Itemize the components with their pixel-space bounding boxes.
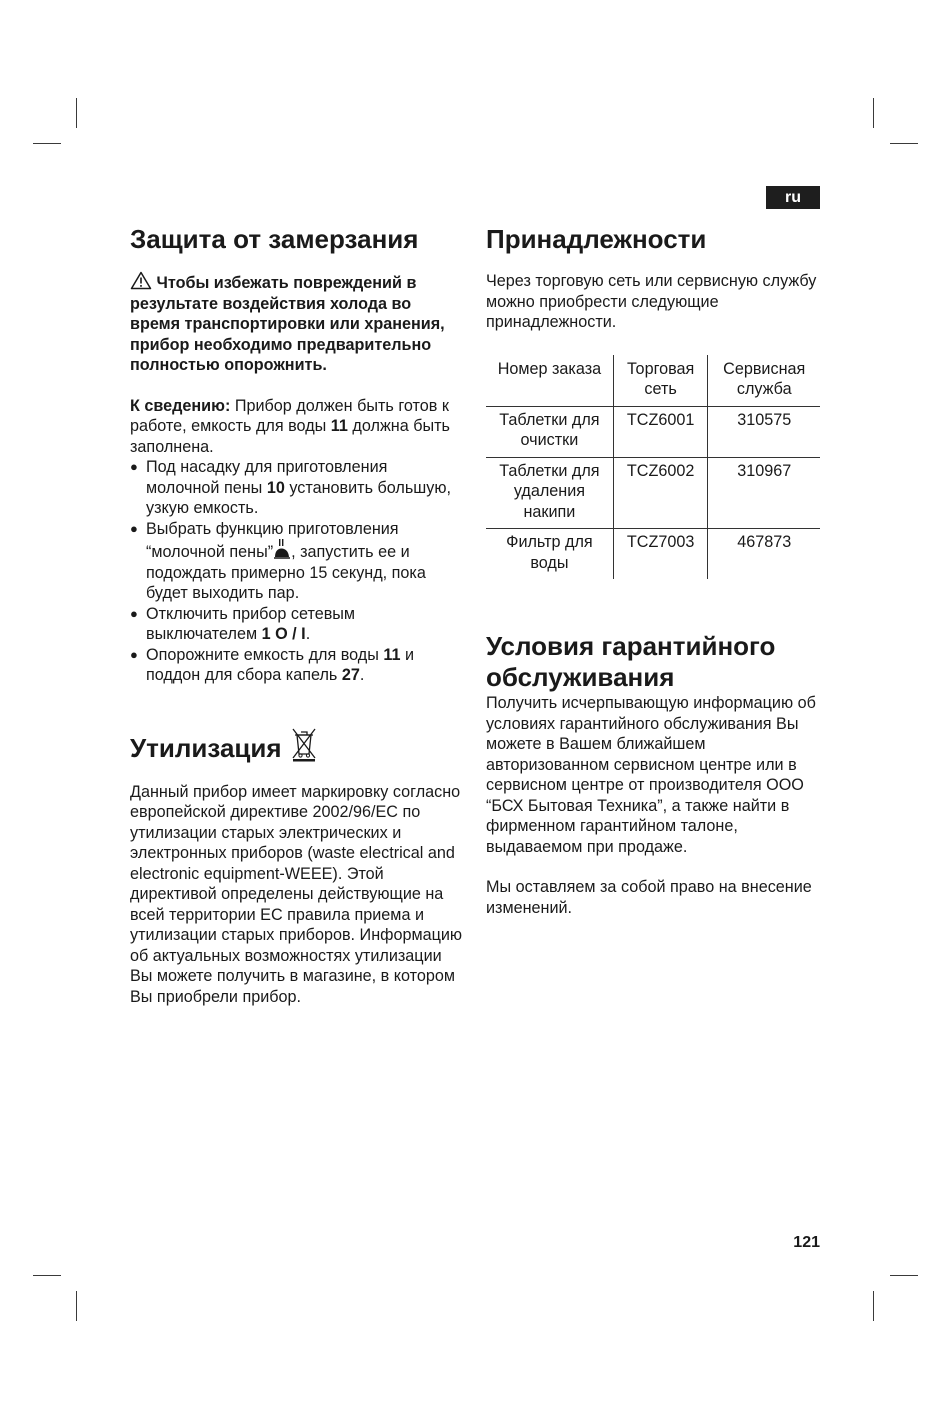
- step-text: Под насадку для приготовления молочной пены: [146, 458, 388, 497]
- table-cell: Таблетки для очистки: [499, 410, 600, 449]
- note-text: должна быть заполнена.: [130, 417, 450, 456]
- note-label: К сведению:: [130, 396, 231, 415]
- column-header: Номер заказа: [497, 359, 602, 378]
- disposal-heading-text: Утилизация: [130, 732, 282, 763]
- frost-warning: [130, 271, 465, 376]
- crop-mark: [33, 143, 61, 144]
- crossed-bin-icon: [290, 726, 318, 762]
- table-cell: TCZ6001: [613, 406, 708, 457]
- step-ref-number: 1 O / I: [261, 625, 306, 643]
- step-ref-number: 10: [266, 478, 285, 497]
- step-text: .: [305, 625, 311, 643]
- table-cell: TCZ7003: [613, 529, 708, 580]
- frost-steps-list: [130, 457, 465, 686]
- crop-mark: [890, 143, 918, 144]
- changes-notice: Мы оставляем за собой право на внесение изменений.: [486, 878, 812, 917]
- table-header-row: [486, 355, 820, 407]
- table-cell: Таблетки для удаления накипи: [499, 461, 600, 521]
- step-text: Выбрать функцию приготовления “молочной пены”: [146, 519, 399, 561]
- warranty-text: Получить исчерпывающую информацию об условиях гарантийного обслуживания Вы можете в Вашем ближайшем авторизованном сервисном центре или в сервисном центре от производителя ООО “БСХ Бытовая Техника”, а также найти в фирменном гарантийном талоне, выдаваемом при продаже.: [486, 694, 816, 856]
- note-ref-number: 11: [330, 417, 348, 435]
- step-ref-number: 11: [383, 645, 401, 664]
- table-cell: Фильтр для воды: [506, 533, 593, 572]
- milk-foam-icon: [273, 539, 291, 559]
- warning-triangle-icon: [130, 271, 152, 290]
- step-text: .: [359, 666, 365, 684]
- disposal-heading: [130, 726, 465, 764]
- step-text: установить большую, узкую емкость.: [146, 478, 452, 517]
- step-ref-number: 27: [341, 666, 360, 684]
- accessories-heading: Принадлежности: [486, 224, 707, 254]
- crop-mark: [33, 1275, 61, 1276]
- table-cell: 310967: [708, 457, 820, 529]
- list-item: [130, 645, 465, 686]
- column-header: Сервисная служба: [708, 355, 820, 407]
- right-column: [486, 224, 820, 918]
- page-number: 121: [793, 1234, 820, 1251]
- table-cell: TCZ6002: [613, 457, 708, 529]
- frost-note: [130, 396, 465, 458]
- step-text: , запустить ее и подождать примерно 15 секунд, пока будет выходить пар.: [146, 543, 426, 602]
- accessories-intro: Через торговую сеть или сервисную службу можно приобрести следующие принадлежности.: [486, 272, 817, 331]
- crop-mark: [873, 1291, 874, 1321]
- crop-mark: [76, 1291, 77, 1321]
- list-item: [130, 519, 465, 604]
- language-tab: ru: [766, 186, 820, 209]
- list-item: [130, 604, 465, 645]
- column-header: Торговая сеть: [613, 355, 708, 407]
- crop-mark: [76, 98, 77, 128]
- note-text: Прибор должен быть готов к работе, емкость для воды: [130, 396, 449, 435]
- step-text: Опорожните емкость для воды: [146, 645, 384, 664]
- frost-protection-heading: Защита от замерзания: [130, 224, 419, 254]
- table-row: [486, 406, 820, 457]
- left-column: [130, 224, 465, 1007]
- crop-mark: [873, 98, 874, 128]
- list-item: [130, 457, 465, 519]
- step-text: Отключить прибор сетевым выключателем: [146, 604, 356, 643]
- crop-mark: [890, 1275, 918, 1276]
- table-cell: 310575: [708, 406, 820, 457]
- accessories-table: [486, 355, 820, 580]
- step-text: и поддон для сбора капель: [146, 645, 415, 684]
- table-cell: 467873: [708, 529, 820, 580]
- frost-warning-text: Чтобы избежать повреждений в результате воздействия холода во время транспортировки или хранения, прибор необходимо предварительно полностью опорожнить.: [130, 274, 445, 374]
- table-row: [486, 529, 820, 580]
- disposal-text: Данный прибор имеет маркировку согласно европейской директиве 2002/96/ЕС по утилизации старых электрических и электронных приборов (waste electrical and electronic equipment-WEEE). Этой директивой определены действующие на всей территории ЕС правила приема и утилизации старых приборов. Информацию об актуальных возможностях утилизации Вы можете получить в магазине, в котором Вы приобрели прибор.: [130, 782, 463, 1006]
- table-row: [486, 457, 820, 529]
- warranty-heading: Условия гарантийного обслуживания: [486, 631, 776, 692]
